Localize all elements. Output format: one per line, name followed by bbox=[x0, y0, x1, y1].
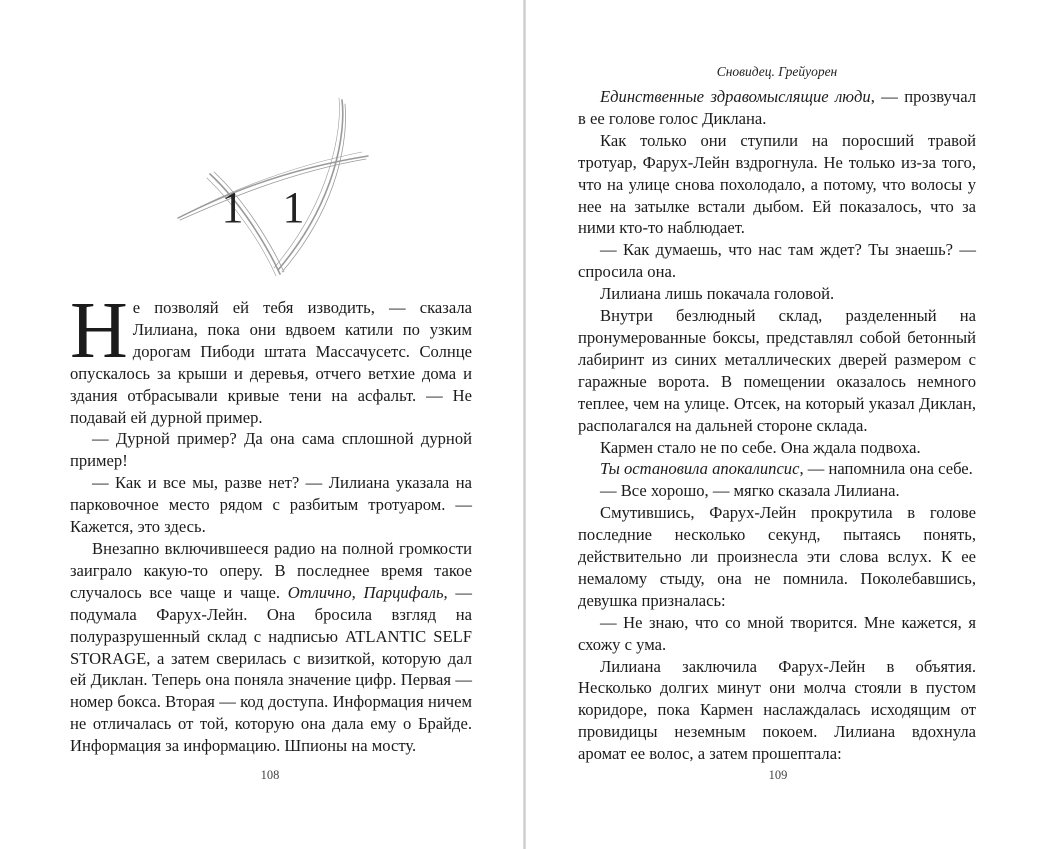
paragraph: — Как и все мы, разве нет? — Лилиана указала на парковочное место рядом с разбитым тротуаром. — Кажется, это здесь. bbox=[70, 473, 472, 537]
paragraph: Кармен стало не по себе. Она ждала подвоха. bbox=[600, 437, 921, 457]
left-body-text bbox=[70, 287, 472, 757]
drop-cap: Н bbox=[70, 287, 128, 375]
paragraph: Ты остановила апокалипсис, — напомнила она себе. bbox=[600, 459, 973, 479]
right-body-text bbox=[578, 86, 976, 765]
paragraph: Внутри безлюдный склад, разделенный на пронумерованные боксы, представлял собой бетонный лабиринт из синих металлических дверей размером с гаражные ворота. В помещении оказалось немного теплее, чем на улице. Отсек, на который указал Диклан, располагался на дальней стороне склада. bbox=[578, 306, 976, 435]
page-number-left: 108 bbox=[260, 768, 280, 782]
paragraph: Единственные здравомыслящие люди, — прозвучал в ее голове голос Диклана. bbox=[578, 87, 976, 128]
paragraph: Внезапно включившееся радио на полной громкости заиграло какую-то оперу. В последнее время такое случалось все чаще и чаще. Отлично, Парцифаль, — подумала Фарух-Лейн. Она бросила взгляд на полуразрушенный склад с надписью ATLANTIC SELF STORAGE, а затем сверилась с визиткой, которую дал ей Диклан. Теперь она поняла значение цифр. Первая — номер бокса. Вторая — код доступа. Информация ничем не отличалась от той, которую она дала ему о Брайде. Информация за информацию. Шпионы на мосту. bbox=[70, 538, 472, 756]
paragraph: Как только они ступили на поросший травой тротуар, Фарух-Лейн вздрогнула. Не только из-за того, что на улице снова похолодало, а потому, что волосы у нее на затылке встали дыбом. Ей показалось, что за ними кто-то наблюдает. bbox=[578, 130, 976, 238]
paragraph: Лилиана лишь покачала головой. bbox=[600, 284, 835, 304]
page-number-right: 109 bbox=[768, 768, 788, 782]
chapter-number: 1 1 bbox=[221, 183, 319, 232]
left-page bbox=[0, 0, 524, 849]
running-head: Сновидец. Грейуорен bbox=[716, 64, 838, 79]
paragraph: Смутившись, Фарух-Лейн прокрутила в голове последние несколько секунд, пытаясь понять, действительно ли произнесла эти слова вслух. К ее немалому стыду, она не помнила. Поколебавшись, девушка призналась: bbox=[578, 503, 976, 610]
book-spine bbox=[523, 0, 526, 849]
paragraph: — Не знаю, что со мной творится. Мне кажется, я схожу с ума. bbox=[578, 612, 976, 654]
paragraph: — Все хорошо, — мягко сказала Лилиана. bbox=[600, 481, 900, 501]
paragraph: Лилиана заключила Фарух-Лейн в объятия. Несколько долгих минут они молча стояли в пустом коридоре, пока Кармен наслаждалась исходящим от провидицы неземным покоем. Лилиана вдохнула аромат ее волос, а затем прошептала: bbox=[578, 656, 976, 764]
paragraph: — Как думаешь, что нас там ждет? Ты знаешь? — спросила она. bbox=[578, 240, 976, 282]
paragraph: Не позволяй ей тебя изводить, — сказала Лилиана, пока они вдвоем катили по узким дорогам Пибоди штата Массачусетс. Солнце опускалось за крыши и деревья, отчего ветхие дома и здания отбрасывали кривые тени на асфальт. — Не подавай ей дурной пример. bbox=[70, 287, 472, 427]
paragraph: — Дурной пример? Да она сама сплошной дурной пример! bbox=[70, 429, 472, 471]
